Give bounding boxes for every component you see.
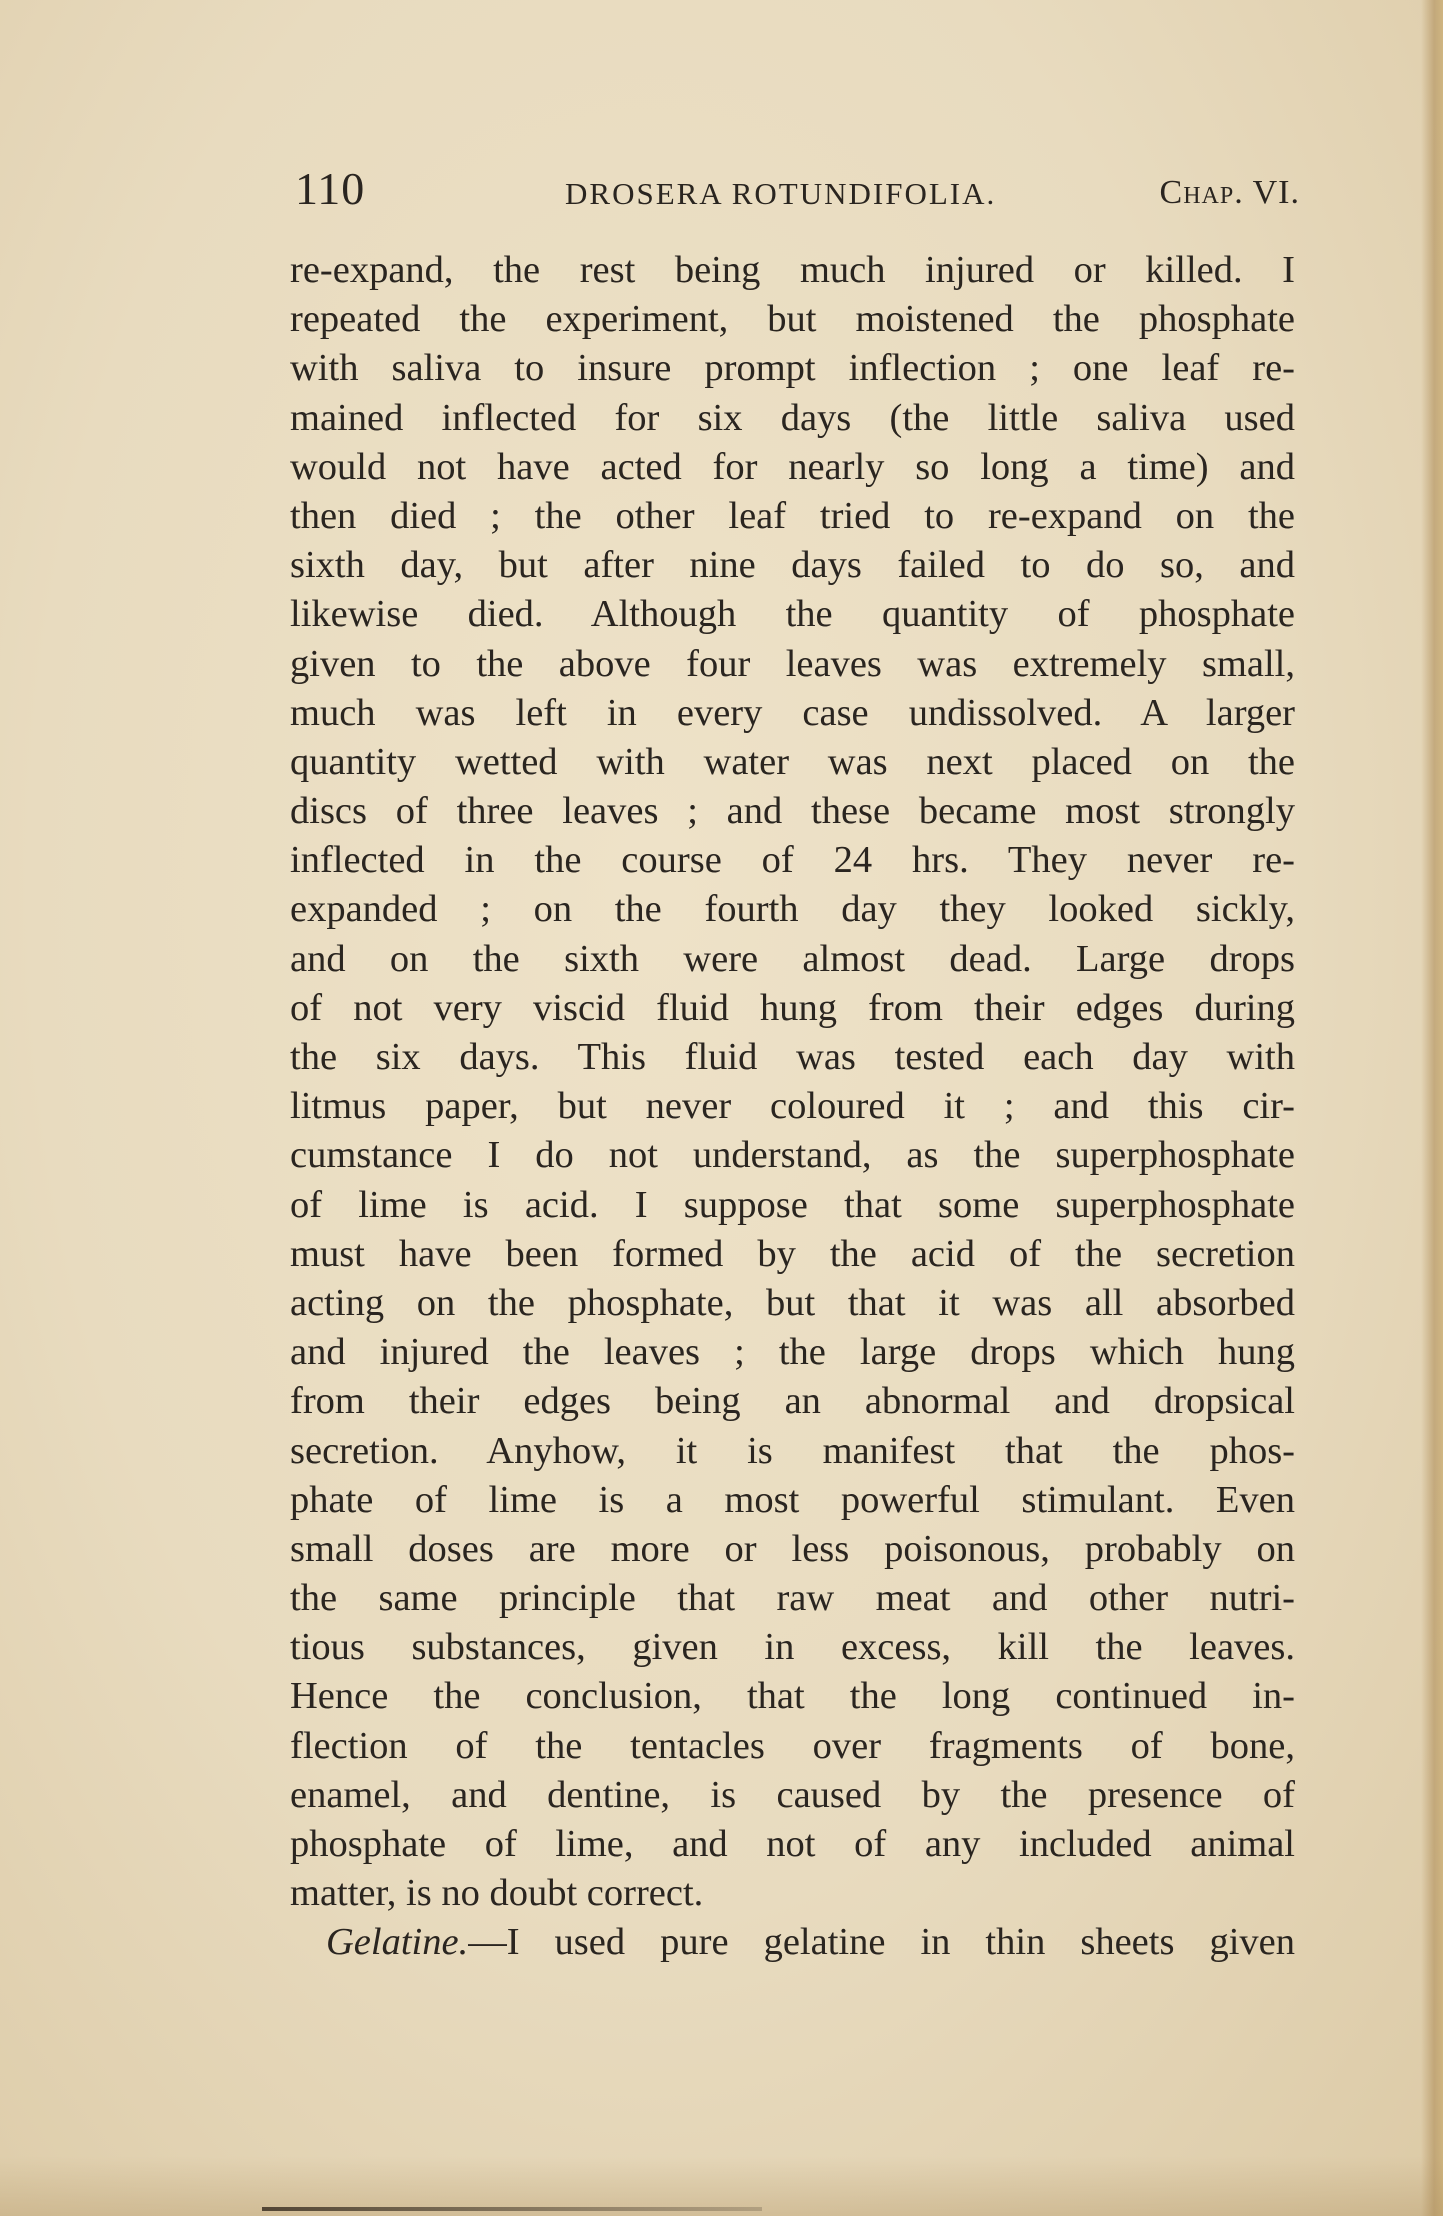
text-line: from their edges being an abnormal and dropsical bbox=[290, 1380, 1295, 1423]
text-line: flection of the tentacles over fragments of bone, bbox=[290, 1724, 1295, 1767]
text-line: sixth day, but after nine days failed to do so, and bbox=[290, 544, 1295, 587]
text-line: then died ; the other leaf tried to re-expand on the bbox=[290, 494, 1295, 537]
text-line: litmus paper, but never coloured it ; and this cir- bbox=[290, 1085, 1295, 1128]
text-line: and injured the leaves ; the large drops which hung bbox=[290, 1331, 1295, 1374]
text-line: tious substances, given in excess, kill the leaves. bbox=[290, 1626, 1295, 1669]
running-header bbox=[295, 162, 1300, 222]
paragraph-end-line: matter, is no doubt correct. bbox=[290, 1872, 704, 1915]
text-line: mained inflected for six days (the little saliva used bbox=[290, 396, 1295, 439]
text-line: must have been formed by the acid of the secretion bbox=[290, 1232, 1295, 1275]
text-line: acting on the phosphate, but that it was all absorbed bbox=[290, 1281, 1295, 1324]
section-heading-gelatine: Gelatine. bbox=[326, 1921, 469, 1964]
text-line: given to the above four leaves was extremely small, bbox=[290, 642, 1295, 685]
text-line: inflected in the course of 24 hrs. They never re- bbox=[290, 839, 1295, 882]
text-line: of lime is acid. I suppose that some superphosphate bbox=[290, 1183, 1295, 1226]
text-line: much was left in every case undissolved. A larger bbox=[290, 691, 1295, 734]
text-line: and on the sixth were almost dead. Large drops bbox=[290, 937, 1295, 980]
text-line: Hence the conclusion, that the long continued in- bbox=[290, 1675, 1295, 1718]
text-line: likewise died. Although the quantity of phosphate bbox=[290, 593, 1295, 636]
chapter-label: Chap. VI. bbox=[1159, 174, 1300, 211]
body-text bbox=[290, 246, 1295, 1968]
text-line: phosphate of lime, and not of any included animal bbox=[290, 1823, 1295, 1865]
text-line: with saliva to insure prompt inflection ; one leaf re- bbox=[290, 347, 1295, 390]
text-line: re-expand, the rest being much injured or killed. I bbox=[290, 249, 1295, 291]
text-line: would not have acted for nearly so long a time) and bbox=[290, 445, 1295, 488]
text-line: the same principle that raw meat and other nutri- bbox=[290, 1577, 1295, 1620]
text-line: small doses are more or less poisonous, probably on bbox=[290, 1527, 1295, 1570]
text-line: quantity wetted with water was next placed on the bbox=[290, 740, 1295, 783]
section-text: —I used pure gelatine in thin sheets given bbox=[468, 1921, 1295, 1964]
text-line: cumstance I do not understand, as the superphosphate bbox=[290, 1134, 1295, 1177]
text-line: the six days. This fluid was tested each day with bbox=[290, 1036, 1295, 1078]
text-line: repeated the experiment, but moistened the phosphate bbox=[290, 298, 1295, 341]
text-line: enamel, and dentine, is caused by the presence of bbox=[290, 1773, 1295, 1816]
running-title: DROSERA ROTUNDIFOLIA. bbox=[565, 176, 997, 211]
page-edge-shadow bbox=[1421, 0, 1443, 2216]
text-line: discs of three leaves ; and these became most strongly bbox=[290, 790, 1295, 833]
section-start-line bbox=[290, 1918, 1295, 1967]
bottom-rule-mark bbox=[262, 2207, 762, 2211]
text-line: phate of lime is a most powerful stimulant. Even bbox=[290, 1478, 1295, 1521]
text-line: secretion. Anyhow, it is manifest that the phos- bbox=[290, 1429, 1295, 1472]
text-line: of not very viscid fluid hung from their edges during bbox=[290, 986, 1295, 1029]
page-number: 110 bbox=[295, 163, 366, 214]
text-line: expanded ; on the fourth day they looked sickly, bbox=[290, 888, 1295, 931]
